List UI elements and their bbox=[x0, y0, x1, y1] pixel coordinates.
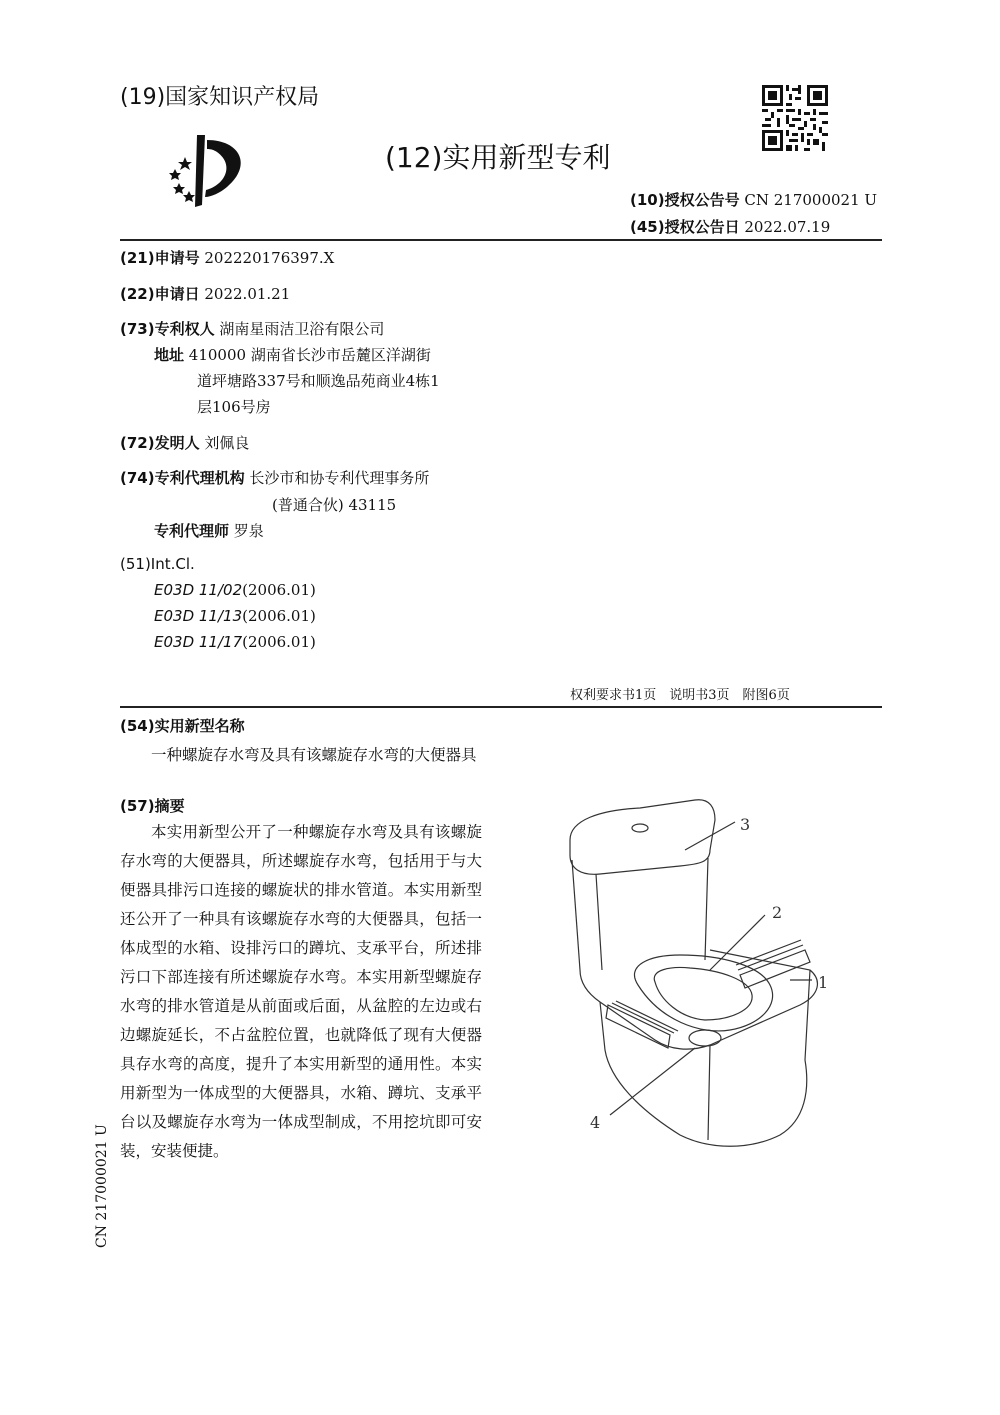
pub-no-row bbox=[630, 189, 877, 210]
title-section-label: (54)实用新型名称 bbox=[120, 717, 245, 735]
abstract-text: 本实用新型公开了一种螺旋存水弯及具有该螺旋存水弯的大便器具，所述螺旋存水弯，包括用于与大便器具排污口连接的螺旋状的排水管道。本实用新型还公开了一种具有该螺旋存水弯的大便器具，包括一体成型的水箱、设排污口的蹲坑、支承平台，所述排污口下部连接有所述螺旋存水弯。本实用新型螺旋存水弯的排水管道是从前面或后面，从盆腔的左边或右边螺旋延长，不占盆腔位置，也就降低了现有大便器具存水弯的高度，提升了本实用新型的通用性。本实用新型为一体成型的大便器具，水箱、蹲坑、支承平台以及螺旋存水弯为一体成型制成，不用挖坑即可安装，安装便捷。 bbox=[120, 823, 482, 1160]
abstract-label: (57)摘要 bbox=[120, 797, 185, 815]
section-divider bbox=[120, 706, 882, 708]
figure-label-1: 1 bbox=[818, 973, 829, 992]
ipc-code: E03D 11/13 bbox=[154, 607, 243, 625]
ipc-year: (2006.01) bbox=[242, 607, 316, 625]
agency-label: (74)专利代理机构 bbox=[120, 469, 245, 487]
toilet-figure bbox=[560, 790, 850, 1160]
address-label: 地址 bbox=[154, 346, 185, 364]
app-no-label: (21)申请号 bbox=[120, 249, 200, 267]
figure-label-3: 3 bbox=[740, 815, 751, 834]
ipc-row bbox=[154, 607, 316, 625]
agency-row bbox=[120, 467, 429, 488]
inventor: 刘佩良 bbox=[204, 434, 250, 452]
pub-date: 2022.07.19 bbox=[744, 218, 831, 236]
owner-row bbox=[120, 318, 384, 339]
app-date-label: (22)申请日 bbox=[120, 285, 200, 303]
agency-line-1: 长沙市和协专利代理事务所 bbox=[249, 469, 430, 487]
page-count-info: 权利要求书1页 说明书3页 附图6页 bbox=[570, 688, 790, 703]
pub-no-label: (10)授权公告号 bbox=[630, 191, 740, 209]
pub-date-label: (45)授权公告日 bbox=[630, 218, 740, 236]
address-line-3: 层106号房 bbox=[197, 398, 271, 416]
address-line-2: 道坪塘路337号和顺逸品苑商业4栋1 bbox=[197, 372, 440, 390]
ipc-row bbox=[154, 581, 316, 599]
ipc-year: (2006.01) bbox=[242, 633, 316, 651]
agency-line-2: (普通合伙) 43115 bbox=[272, 496, 397, 514]
app-date-row bbox=[120, 283, 290, 304]
utility-model-title: 一种螺旋存水弯及具有该螺旋存水弯的大便器具 bbox=[151, 746, 477, 764]
figure-label-4: 4 bbox=[590, 1113, 601, 1132]
app-date: 2022.01.21 bbox=[204, 285, 291, 303]
pub-no: CN 217000021 U bbox=[744, 191, 878, 209]
ipc-code: E03D 11/02 bbox=[154, 581, 243, 599]
header-divider bbox=[120, 239, 882, 241]
qr-code bbox=[762, 85, 828, 151]
agent-row bbox=[154, 520, 264, 541]
figure-label-2: 2 bbox=[772, 903, 783, 922]
intcl-label: (51)Int.Cl. bbox=[120, 555, 195, 573]
owner: 湖南星雨洁卫浴有限公司 bbox=[219, 320, 385, 338]
agent: 罗泉 bbox=[233, 522, 264, 540]
ipc-row bbox=[154, 633, 316, 651]
ipc-year: (2006.01) bbox=[242, 581, 316, 599]
agency-name: (19)国家知识产权局 bbox=[120, 85, 320, 110]
agent-label: 专利代理师 bbox=[154, 522, 230, 540]
inventor-label: (72)发明人 bbox=[120, 434, 200, 452]
ipc-code: E03D 11/17 bbox=[154, 633, 243, 651]
address-row bbox=[154, 344, 431, 365]
address-line-1: 410000 湖南省长沙市岳麓区洋湖街 bbox=[188, 346, 431, 364]
app-no-row bbox=[120, 247, 334, 268]
cnipa-logo bbox=[165, 135, 260, 215]
app-no: 202220176397.X bbox=[204, 249, 335, 267]
inventor-row bbox=[120, 432, 249, 453]
side-pub-number: CN 217000021 U bbox=[94, 1124, 110, 1248]
pub-date-row bbox=[630, 216, 830, 237]
patent-type-title: (12)实用新型专利 bbox=[385, 141, 611, 174]
owner-label: (73)专利权人 bbox=[120, 320, 215, 338]
